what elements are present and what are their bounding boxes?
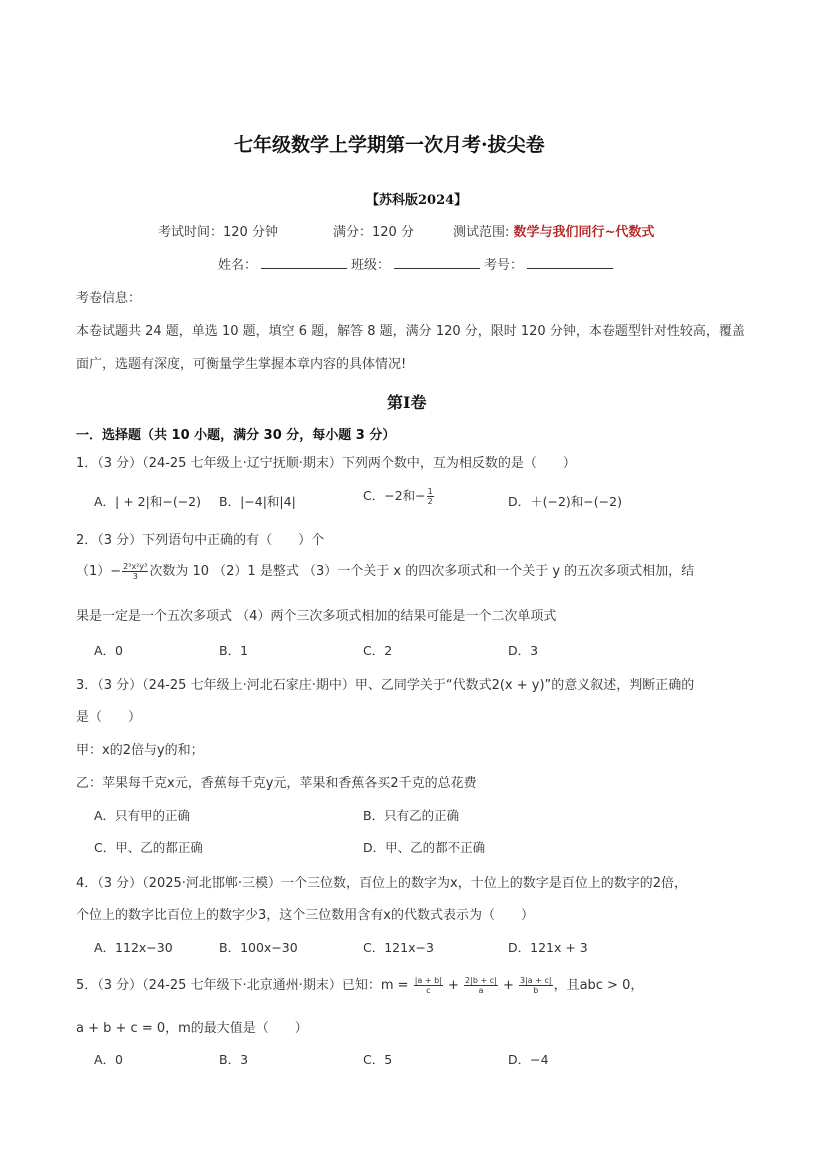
name-blank[interactable] (261, 256, 347, 269)
q5-plus-2: + (502, 978, 514, 993)
q5-fraction-1: $\frac{|a + b|}{c}$ (414, 976, 442, 995)
scope-label: 测试范围: (453, 225, 510, 240)
q1-stem: 1．（3 分）（24-25 七年级上·辽宁抚顺·期末）下列两个数中，互为相反数的是（ ） (76, 456, 576, 471)
q2-s1-prefix: （1）− (76, 564, 122, 579)
q4-option-d[interactable]: D．121x + 3 (508, 940, 588, 955)
q3-statement-yi: 乙：苹果每千克x元，香蕉每千克y元，苹果和香蕉各买2千克的总花费 (76, 776, 477, 791)
q4-option-b[interactable]: B．100x−30 (219, 940, 298, 955)
scope-value: 数学与我们同行~代数式 (513, 225, 655, 240)
student-info-line (218, 254, 617, 273)
q3-option-d[interactable]: D．甲、乙的都不正确 (363, 840, 486, 855)
q1-option-c[interactable] (363, 486, 435, 506)
q2-option-d[interactable]: D．3 (508, 643, 539, 658)
q5-plus-1: + (448, 978, 459, 993)
q3-option-c[interactable]: C．甲、乙的都正确 (94, 840, 203, 855)
q5-fraction-3: $\frac{3|a + c|}{b}$ (519, 976, 552, 995)
q1-option-b[interactable]: B．|−4|和|4| (219, 494, 296, 509)
exam-title: 七年级数学上学期第一次月考·拔尖卷 (234, 134, 545, 156)
q2-s1-suffix: 次数为 10 （2）1 是整式 （3）一个关于 x 的四次多项式和一个关于 y 的五次多项式相加，结 (149, 564, 695, 579)
volume-heading: 第Ⅰ卷 (387, 393, 427, 412)
q2-fraction: $\frac{\text{2³x²y³}}{3}$ (123, 562, 148, 581)
info-line-2: 面广，选题有深度，可衡量学生掌握本章内容的具体情况! (76, 357, 407, 372)
q3-stem: 3．（3 分）（24-25 七年级上·河北石家庄·期中）甲、乙同学关于“代数式2(x + y)”的意义叙述，判断正确的 (76, 678, 695, 693)
q3-option-b[interactable]: B．只有乙的正确 (363, 808, 460, 823)
q5-option-d[interactable]: D．−4 (508, 1052, 549, 1067)
q2-statement-line-2: 果是一定是一个五次多项式 （4）两个三次多项式相加的结果可能是一个二次单项式 (76, 609, 557, 624)
q3-option-a[interactable]: A．只有甲的正确 (94, 808, 191, 823)
edition-label: 【苏科版2024】 (366, 193, 468, 208)
name-label: 姓名： (218, 258, 258, 273)
q2-option-c[interactable]: C．2 (363, 643, 393, 658)
q5-stem (76, 974, 643, 995)
q5-option-b[interactable]: B．3 (219, 1052, 249, 1067)
class-label: 班级： (351, 258, 391, 273)
q4-stem-2: 个位上的数字比百位上的数字少3，这个三位数用含有x的代数式表示为（ ） (76, 908, 534, 923)
q2-option-b[interactable]: B．1 (219, 643, 249, 658)
info-label: 考卷信息： (76, 291, 142, 306)
q1-c-fraction: $\frac{1}{2}$ (427, 487, 433, 506)
section-heading: 一．选择题（共 10 小题，满分 30 分，每小题 3 分） (76, 428, 396, 443)
q5-stem-2: a + b + c = 0，m的最大值是（ ） (76, 1021, 308, 1036)
q1-option-a[interactable]: A．| + 2|和−(−2) (94, 494, 202, 509)
exam-time: 考试时间：120 分钟 (158, 225, 278, 240)
test-scope (453, 221, 654, 240)
q5-stem-prefix: 5．（3 分）（24-25 七年级下·北京通州·期末）已知：m = (76, 978, 409, 993)
q5-option-a[interactable]: A．0 (94, 1052, 124, 1067)
q5-fraction-2: $\frac{2|b + c|}{a}$ (465, 976, 497, 995)
number-blank[interactable] (527, 256, 613, 269)
info-line-1: 本卷试题共 24 题，单选 10 题，填空 6 题，解答 8 题，满分 120 分，限时 120 分钟，本卷题型针对性较高，覆盖 (76, 324, 745, 339)
q4-option-c[interactable]: C．121x−3 (363, 940, 434, 955)
q2-option-a[interactable]: A．0 (94, 643, 124, 658)
full-score: 满分：120 分 (333, 225, 414, 240)
q1-option-d[interactable]: D．＋(−2)和−(−2) (508, 494, 622, 509)
q2-statement-line-1 (76, 560, 694, 581)
q3-statement-jia: 甲：x的2倍与y的和； (76, 743, 204, 758)
q4-option-a[interactable]: A．112x−30 (94, 940, 173, 955)
q5-stem-suffix: ，且abc > 0， (553, 978, 644, 993)
q2-stem: 2．（3 分）下列语句中正确的有（ ）个 (76, 533, 325, 548)
q5-option-c[interactable]: C．5 (363, 1052, 393, 1067)
number-label: 考号： (484, 258, 524, 273)
class-blank[interactable] (394, 256, 480, 269)
q4-stem: 4．（3 分）（2025·河北邯郸·三模）一个三位数，百位上的数字为x，十位上的数字是百位上的数字的2倍， (76, 876, 687, 891)
q3-stem-2: 是（ ） (76, 710, 142, 725)
q1-c-prefix: C．−2和− (363, 488, 426, 503)
